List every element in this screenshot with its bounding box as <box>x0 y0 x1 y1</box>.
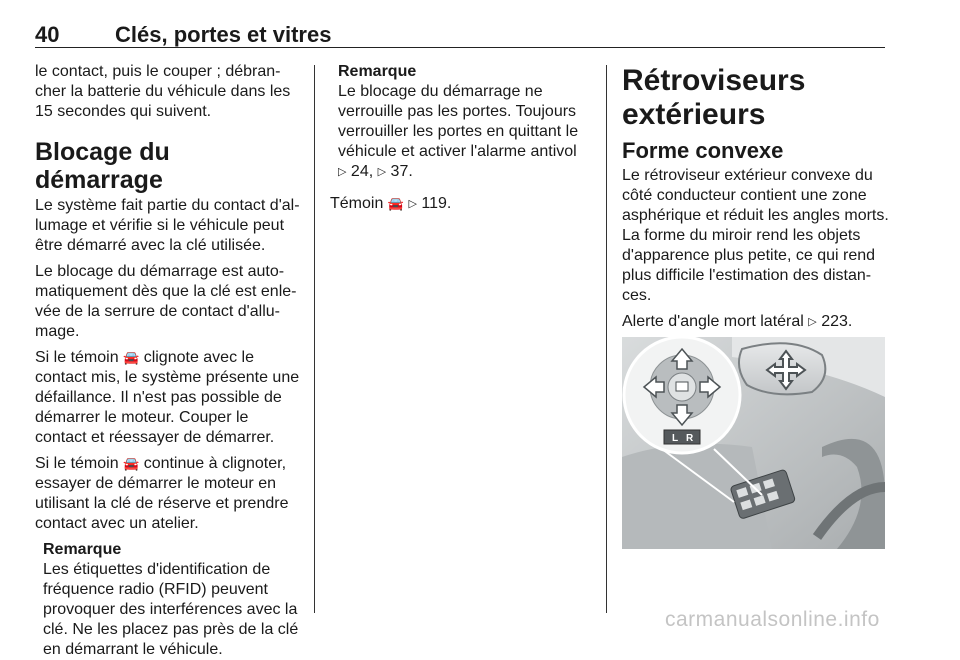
column-1 <box>35 62 301 660</box>
column-divider <box>314 65 315 613</box>
paragraph <box>35 348 301 448</box>
section-title-mirrors: Rétroviseurs extérieurs <box>622 64 806 131</box>
watermark: carmanualsonline.info <box>665 608 880 631</box>
immobilizer-icon: 🚘 <box>123 456 140 471</box>
mirror-illustration <box>622 337 885 549</box>
text: clignote avec le contact mis, le système présente une défaillance. Il n'est pas possible de démarrer le moteur. Couper le contact et réessayer de démarrer. <box>35 349 300 446</box>
text: Si le témoin <box>35 349 119 366</box>
note-block <box>330 62 585 182</box>
temoin-reference: Témoin 🚘 ▷ 119. <box>330 195 452 213</box>
column-divider <box>606 65 607 613</box>
running-title: Clés, portes et vitres <box>115 22 332 47</box>
page-ref-triangle-icon: ▷ <box>808 316 817 328</box>
page-ref-link[interactable]: 119. <box>421 195 452 213</box>
section-title-immobilizer: Blocage du démarrage <box>35 138 170 194</box>
column-2 <box>330 62 585 220</box>
subsection-title-convex: Forme convexe <box>622 138 784 163</box>
paragraph: Le blocage du démarrage est automatiquement dès que la clé est enlevée de la serrure de contact d'allumage. <box>35 263 297 340</box>
note-heading: Remarque <box>338 63 417 80</box>
note-text: Le blocage du démarrage ne verrouille pas les portes. Toujours verrouiller les portes en quittant le véhicule et activer l'alarme antivol ▷ 24, ▷ 37. <box>338 83 579 181</box>
page-header <box>35 8 885 48</box>
note-block <box>35 540 301 660</box>
text: continue à clignoter, essayer de démarrer le moteur en utilisant la clé de réserve et prendre contact avec un atelier. <box>35 455 289 532</box>
switch-right-label: R <box>686 433 694 444</box>
paragraph <box>35 454 301 534</box>
paragraph: Le rétroviseur extérieur convexe du côté conducteur contient une zone asphérique et réduit les angles morts. La forme du miroir rend les objets d'apparence plus petite, ce qui rend plus difficile l'estimation des distances. <box>622 167 889 304</box>
note-heading: Remarque <box>43 541 122 558</box>
switch-left-label: L <box>672 433 679 444</box>
page-number: 40 <box>35 22 60 47</box>
paragraph: Alerte d'angle mort latéral ▷ 223. <box>622 313 853 331</box>
page-ref-triangle-icon: ▷ <box>338 166 347 178</box>
intro-paragraph: le contact, puis le couper ; débrancher la batterie du véhicule dans les 15 secondes qui suivent. <box>35 63 291 120</box>
paragraph: Le système fait partie du contact d'allumage et vérifie si le véhicule peut être démarré avec la clé utilisée. <box>35 197 300 254</box>
immobilizer-icon: 🚘 <box>387 196 404 212</box>
page-ref-triangle-icon: ▷ <box>377 166 387 178</box>
mirror-adjustment-figure <box>622 337 885 549</box>
page-ref-link[interactable]: 37. <box>390 163 413 181</box>
page-ref-triangle-icon: ▷ <box>408 198 417 211</box>
page-ref-link[interactable]: 223. <box>821 313 853 331</box>
text: Si le témoin <box>35 455 119 472</box>
immobilizer-icon: 🚘 <box>123 350 140 365</box>
page-ref-link[interactable]: 24, <box>350 163 374 181</box>
note-text: Les étiquettes d'identification de fréquence radio (RFID) peuvent provoquer des interférences avec la clé. Ne les placez pas près de la clé en démarrant le véhicule. <box>43 561 299 658</box>
